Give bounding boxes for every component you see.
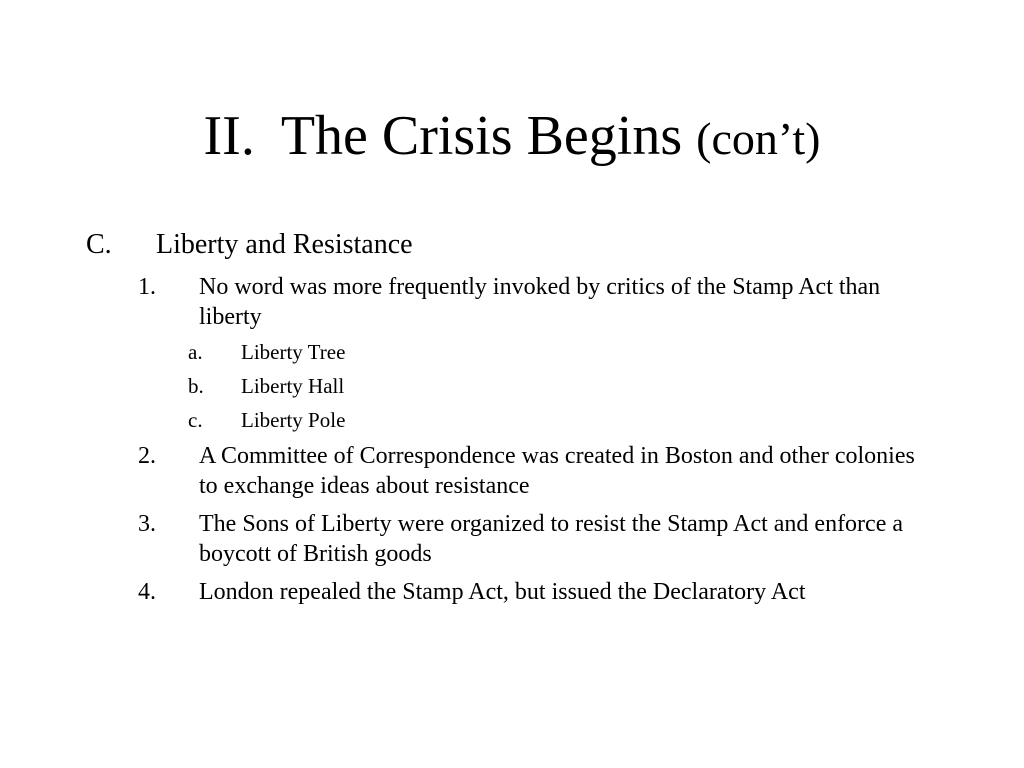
slide-title bbox=[0, 100, 1024, 175]
list-item-text: The Sons of Liberty were organized to resist the Stamp Act and enforce a boycott of British goods bbox=[199, 511, 904, 567]
section-label: Liberty and Resistance bbox=[156, 229, 413, 260]
sub-list-item bbox=[188, 338, 688, 366]
list-item-marker: 3. bbox=[138, 511, 156, 537]
list-item-text: A Committee of Correspondence was created in Boston and other colonies to exchange ideas about resistance bbox=[199, 443, 915, 499]
list-item bbox=[138, 577, 938, 607]
list-item-marker: 2. bbox=[138, 443, 156, 469]
section-heading bbox=[86, 228, 986, 262]
list-item-marker: 1. bbox=[138, 274, 156, 300]
title-main: The Crisis Begins bbox=[280, 105, 683, 167]
sub-list-item bbox=[188, 406, 688, 434]
sub-list-item-text: Liberty Tree bbox=[241, 340, 346, 364]
list-item bbox=[138, 441, 938, 501]
sub-list-item bbox=[188, 372, 688, 400]
list-item bbox=[138, 509, 938, 569]
list-item-text: No word was more frequently invoked by critics of the Stamp Act than liberty bbox=[199, 274, 881, 330]
sub-list-item-text: Liberty Pole bbox=[241, 408, 346, 432]
sub-list-item-marker: c. bbox=[188, 408, 203, 432]
sub-list-item-marker: b. bbox=[188, 374, 204, 398]
list-item bbox=[138, 272, 938, 332]
list-item-text: London repealed the Stamp Act, but issued the Declaratory Act bbox=[199, 579, 806, 605]
sub-list-item-text: Liberty Hall bbox=[241, 374, 345, 398]
title-suffix: (con’t) bbox=[696, 113, 821, 164]
section-marker: C. bbox=[86, 229, 112, 260]
sub-list-item-marker: a. bbox=[188, 340, 203, 364]
list-item-marker: 4. bbox=[138, 579, 156, 605]
title-number: II. bbox=[203, 105, 255, 167]
